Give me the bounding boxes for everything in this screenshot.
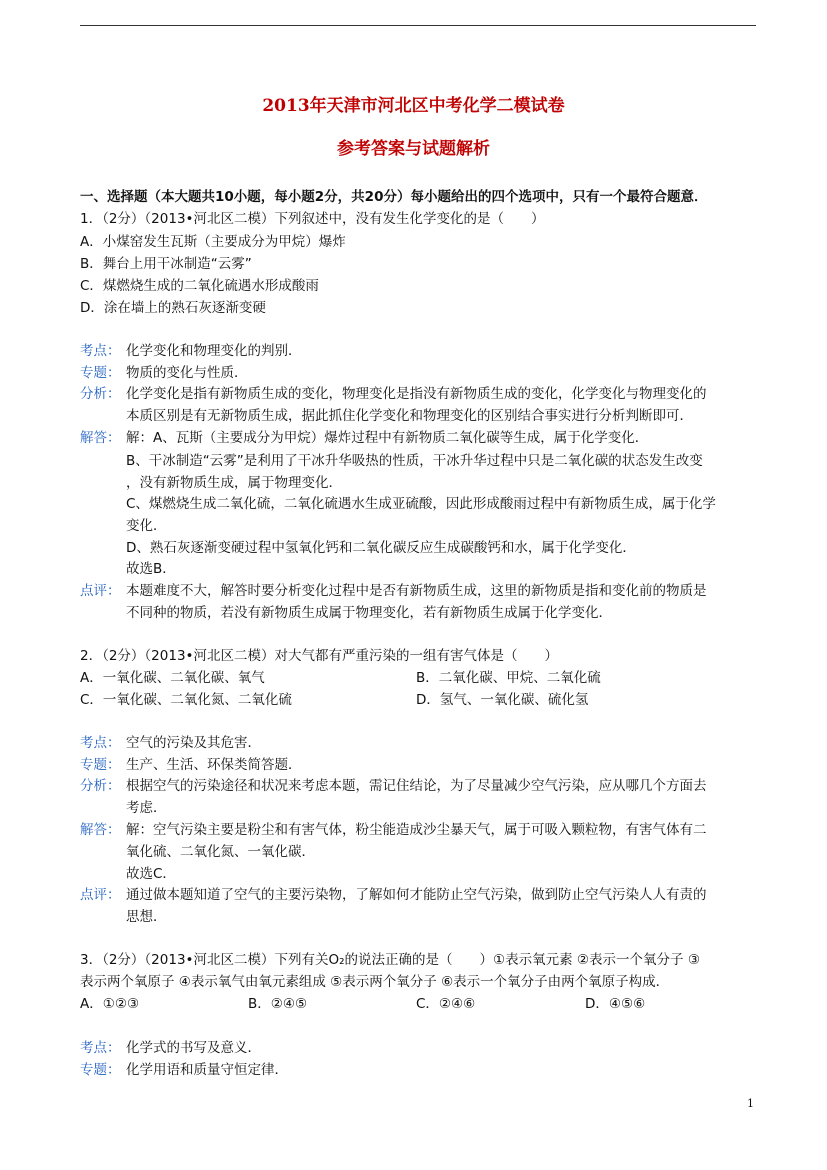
page-title: 2013年天津市河北区中考化学二模试卷 (262, 96, 565, 116)
q2-option-d: D．氢气、一氧化碳、硫化氢 (416, 692, 589, 708)
q2-fenxi-line1: 根据空气的污染途径和状况来考虑本题，需记住结论，为了尽量减少空气污染，应从哪几个方面去 (126, 778, 707, 794)
q3-stem-line1: 3．（2分）（2013•河北区二模）下列有关O₂的说法正确的是（ ）①表示氧元素 ②表示一个氧分子 ③ (80, 952, 700, 968)
q3-option-d: D．④⑤⑥ (585, 996, 646, 1012)
q1-jieda-line3: ，没有新物质生成，属于物理变化． (126, 475, 342, 491)
q2-jieda-label: 解答： (80, 822, 121, 838)
q1-option-c: C．煤燃烧生成的二氧化硫遇水形成酸雨 (80, 278, 319, 294)
q2-stem: 2．（2分）（2013•河北区二模）对大气都有严重污染的一组有害气体是（ ） (80, 648, 558, 664)
q2-dianping-line1: 通过做本题知道了空气的主要污染物，了解如何才能防止空气污染，做到防止空气污染人人有责的 (126, 887, 707, 903)
q1-option-a: A．小煤窑发生瓦斯（主要成分为甲烷）爆炸 (80, 234, 346, 250)
q2-kaodian: 空气的污染及其危害． (126, 735, 261, 751)
q1-zhuanti: 物质的变化与性质． (126, 365, 248, 381)
q1-option-d: D．涂在墙上的熟石灰逐渐变硬 (80, 300, 266, 316)
q1-option-b: B．舞台上用干冰制造“云雾” (80, 256, 252, 272)
q1-fenxi-line1: 化学变化是指有新物质生成的变化，物理变化是指没有新物质生成的变化，化学变化与物理变化的 (126, 386, 707, 402)
q1-jieda-line2: B、干冰制造“云雾”是利用了干冰升华吸热的性质，干冰升华过程中只是二氧化碳的状态发生改变 (126, 453, 703, 469)
q3-kaodian-label: 考点： (80, 1040, 121, 1056)
q2-dianping-line2: 思想． (126, 909, 167, 925)
q2-zhuanti: 生产、生活、环保类简答题． (126, 757, 302, 773)
q1-kaodian-label: 考点： (80, 343, 121, 359)
q1-fenxi-line2: 本质区别是有无新物质生成，据此抓住化学变化和物理变化的区别结合事实进行分析判断即可． (126, 408, 693, 424)
q3-zhuanti-label: 专题： (80, 1062, 121, 1078)
q1-fenxi-label: 分析： (80, 386, 121, 402)
q1-jieda-line5: 变化． (126, 518, 167, 534)
page-subtitle: 参考答案与试题解析 (337, 139, 490, 159)
q1-kaodian: 化学变化和物理变化的判别． (126, 343, 302, 359)
q2-fenxi-label: 分析： (80, 778, 121, 794)
q3-stem-line2: 表示两个氧原子 ④表示氧气由氧元素组成 ⑤表示两个氧分子 ⑥表示一个氧分子由两个氧原子构成． (80, 974, 670, 990)
q1-dianping-line1: 本题难度不大，解答时要分析变化过程中是否有新物质生成，这里的新物质是指和变化前的物质是 (126, 583, 707, 599)
page-number: 1 (747, 1097, 754, 1110)
q1-dianping-line2: 不同种的物质，若没有新物质生成属于物理变化，若有新物质生成属于化学变化． (126, 605, 612, 621)
header-rule (80, 25, 756, 26)
q3-kaodian: 化学式的书写及意义． (126, 1040, 261, 1056)
q2-zhuanti-label: 专题： (80, 757, 121, 773)
q1-dianping-label: 点评： (80, 583, 121, 599)
q1-jieda-label: 解答： (80, 430, 121, 446)
q1-jieda-line1: 解：A、瓦斯（主要成分为甲烷）爆炸过程中有新物质二氧化碳等生成，属于化学变化． (126, 430, 649, 446)
q2-option-a: A．一氧化碳、二氧化碳、氧气 (80, 670, 265, 686)
q2-jieda-line3: 故选C． (126, 866, 176, 882)
q1-jieda-line6: D、熟石灰逐渐变硬过程中氢氧化钙和二氧化碳反应生成碳酸钙和水，属于化学变化． (126, 540, 636, 556)
q2-fenxi-line2: 考虑． (126, 800, 167, 816)
q1-jieda-line7: 故选B． (126, 561, 176, 577)
q3-zhuanti: 化学用语和质量守恒定律． (126, 1062, 288, 1078)
q2-option-b: B．二氧化碳、甲烷、二氧化硫 (416, 670, 601, 686)
q2-jieda-line2: 氧化硫、二氧化氮、一氧化碳． (126, 844, 315, 860)
q2-option-c: C．一氧化碳、二氧化氮、二氧化硫 (80, 692, 292, 708)
section-heading: 一、选择题（本大题共10小题，每小题2分，共20分）每小题给出的四个选项中，只有一个最符合题意． (80, 189, 708, 205)
q1-stem: 1．（2分）（2013•河北区二模）下列叙述中，没有发生化学变化的是（ ） (80, 211, 545, 227)
q2-kaodian-label: 考点： (80, 735, 121, 751)
q3-option-a: A．①②③ (80, 996, 140, 1012)
q1-zhuanti-label: 专题： (80, 365, 121, 381)
q3-option-b: B．②④⑤ (248, 996, 308, 1012)
q2-dianping-label: 点评： (80, 887, 121, 903)
q1-jieda-line4: C、煤燃烧生成二氧化硫，二氧化硫遇水生成亚硫酸，因此形成酸雨过程中有新物质生成，属于化学 (126, 496, 716, 512)
q3-option-c: C．②④⑥ (416, 996, 476, 1012)
q2-jieda-line1: 解：空气污染主要是粉尘和有害气体，粉尘能造成沙尘暴天气，属于可吸入颗粒物，有害气体有二 (126, 822, 707, 838)
